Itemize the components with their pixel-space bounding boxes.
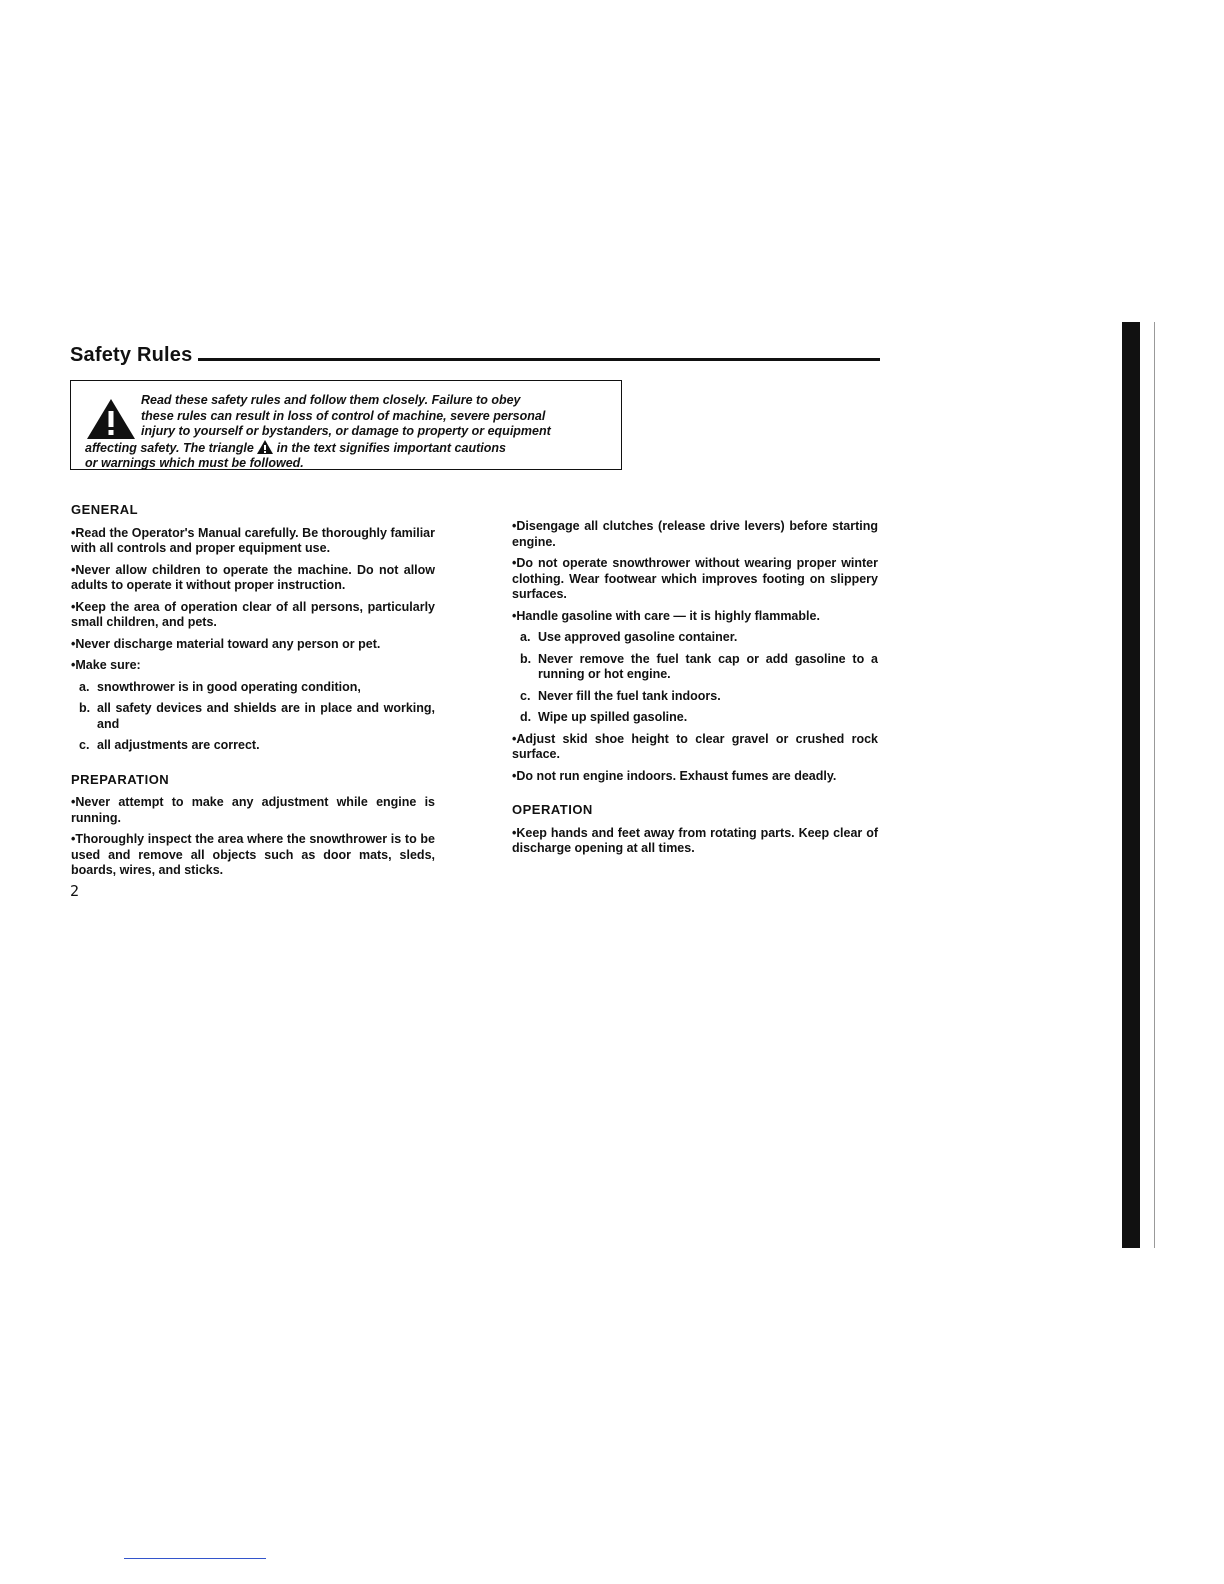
rule-item: •Never allow children to operate the machine. Do not allow adults to operate it without proper instruction. (71, 562, 435, 592)
rule-subitem (79, 738, 435, 754)
rule-item: •Adjust skid shoe height to clear gravel or crushed rock surface. (512, 731, 878, 761)
rule-item: •Disengage all clutches (release drive levers) before starting engine. (512, 519, 878, 549)
rule-item: •Handle gasoline with care — it is highly flammable. (512, 608, 820, 623)
warning-line: injury to yourself or bystanders, or damage to property or equipment (141, 424, 551, 438)
rule-item: •Thoroughly inspect the area where the snowthrower is to be used and remove all objects such as door mats, sleds, boards, wires, and sticks. (71, 832, 435, 877)
rule-subitem (79, 701, 435, 732)
rule-item: •Keep the area of operation clear of all persons, particularly small children, and pets. (71, 599, 435, 629)
rule-subitem (79, 680, 435, 696)
warning-text (85, 393, 613, 472)
subitem-text: Wipe up spilled gasoline. (538, 710, 688, 724)
subitem-text: Never remove the fuel tank cap or add gasoline to a running or hot engine. (538, 651, 878, 681)
subitem-label: a. (520, 630, 531, 644)
warning-line: or warnings which must be followed. (85, 456, 304, 470)
rule-item: •Keep hands and feet away from rotating parts. Keep clear of discharge opening at all times. (512, 825, 878, 855)
subitem-label: c. (520, 688, 531, 703)
subitem-label: a. (79, 679, 90, 694)
warning-line-part: in the text signifies important cautions (276, 440, 506, 455)
rule-subitem (520, 710, 878, 726)
rule-item: •Do not operate snowthrower without wearing proper winter clothing. Wear footwear which improves footing on slippery surfaces. (512, 556, 878, 601)
binding-edge-rule (1154, 322, 1155, 1248)
rule-item: •Do not run engine indoors. Exhaust fumes are deadly. (512, 768, 837, 783)
subitem-text: snowthrower is in good operating condition, (97, 679, 361, 694)
subitem-text: Never fill the fuel tank indoors. (538, 688, 721, 703)
warning-box (70, 380, 622, 470)
subitem-label: d. (520, 710, 532, 724)
rule-subitem (520, 689, 878, 705)
warning-line (85, 440, 613, 457)
rule-subitem (520, 630, 878, 646)
page-title: Safety Rules (70, 344, 198, 367)
binding-edge-bar (1122, 322, 1140, 1248)
warning-line: Read these safety rules and follow them closely. Failure to obey (141, 393, 521, 407)
right-column (512, 519, 878, 863)
section-heading-preparation: PREPARATION (71, 771, 170, 787)
rule-item: •Make sure: (71, 658, 141, 672)
subitem-text: all adjustments are correct. (97, 738, 260, 752)
title-row (70, 344, 880, 370)
inline-triangle-icon (257, 440, 273, 454)
page-number: 2 (70, 882, 80, 900)
rule-item: •Read the Operator's Manual carefully. Be thoroughly familiar with all controls and proper equipment use. (71, 525, 435, 555)
warning-line: these rules can result in loss of control of machine, severe personal (141, 408, 546, 423)
section-heading-operation: OPERATION (512, 802, 593, 817)
subitem-label: b. (79, 701, 91, 715)
title-rule (198, 358, 880, 361)
warning-line-part: affecting safety. The triangle (85, 440, 254, 455)
footer-underline (124, 1558, 266, 1559)
subitem-label: c. (79, 738, 90, 752)
subitem-label: b. (520, 651, 532, 666)
subitem-text: Use approved gasoline container. (538, 630, 738, 644)
rule-item: •Never discharge material toward any person or pet. (71, 636, 381, 651)
section-heading-general: GENERAL (71, 502, 139, 517)
subitem-text: all safety devices and shields are in place and working, and (97, 701, 435, 731)
left-column (71, 502, 435, 885)
rule-item: •Never attempt to make any adjustment while engine is running. (71, 795, 435, 825)
rule-subitem (520, 652, 878, 683)
